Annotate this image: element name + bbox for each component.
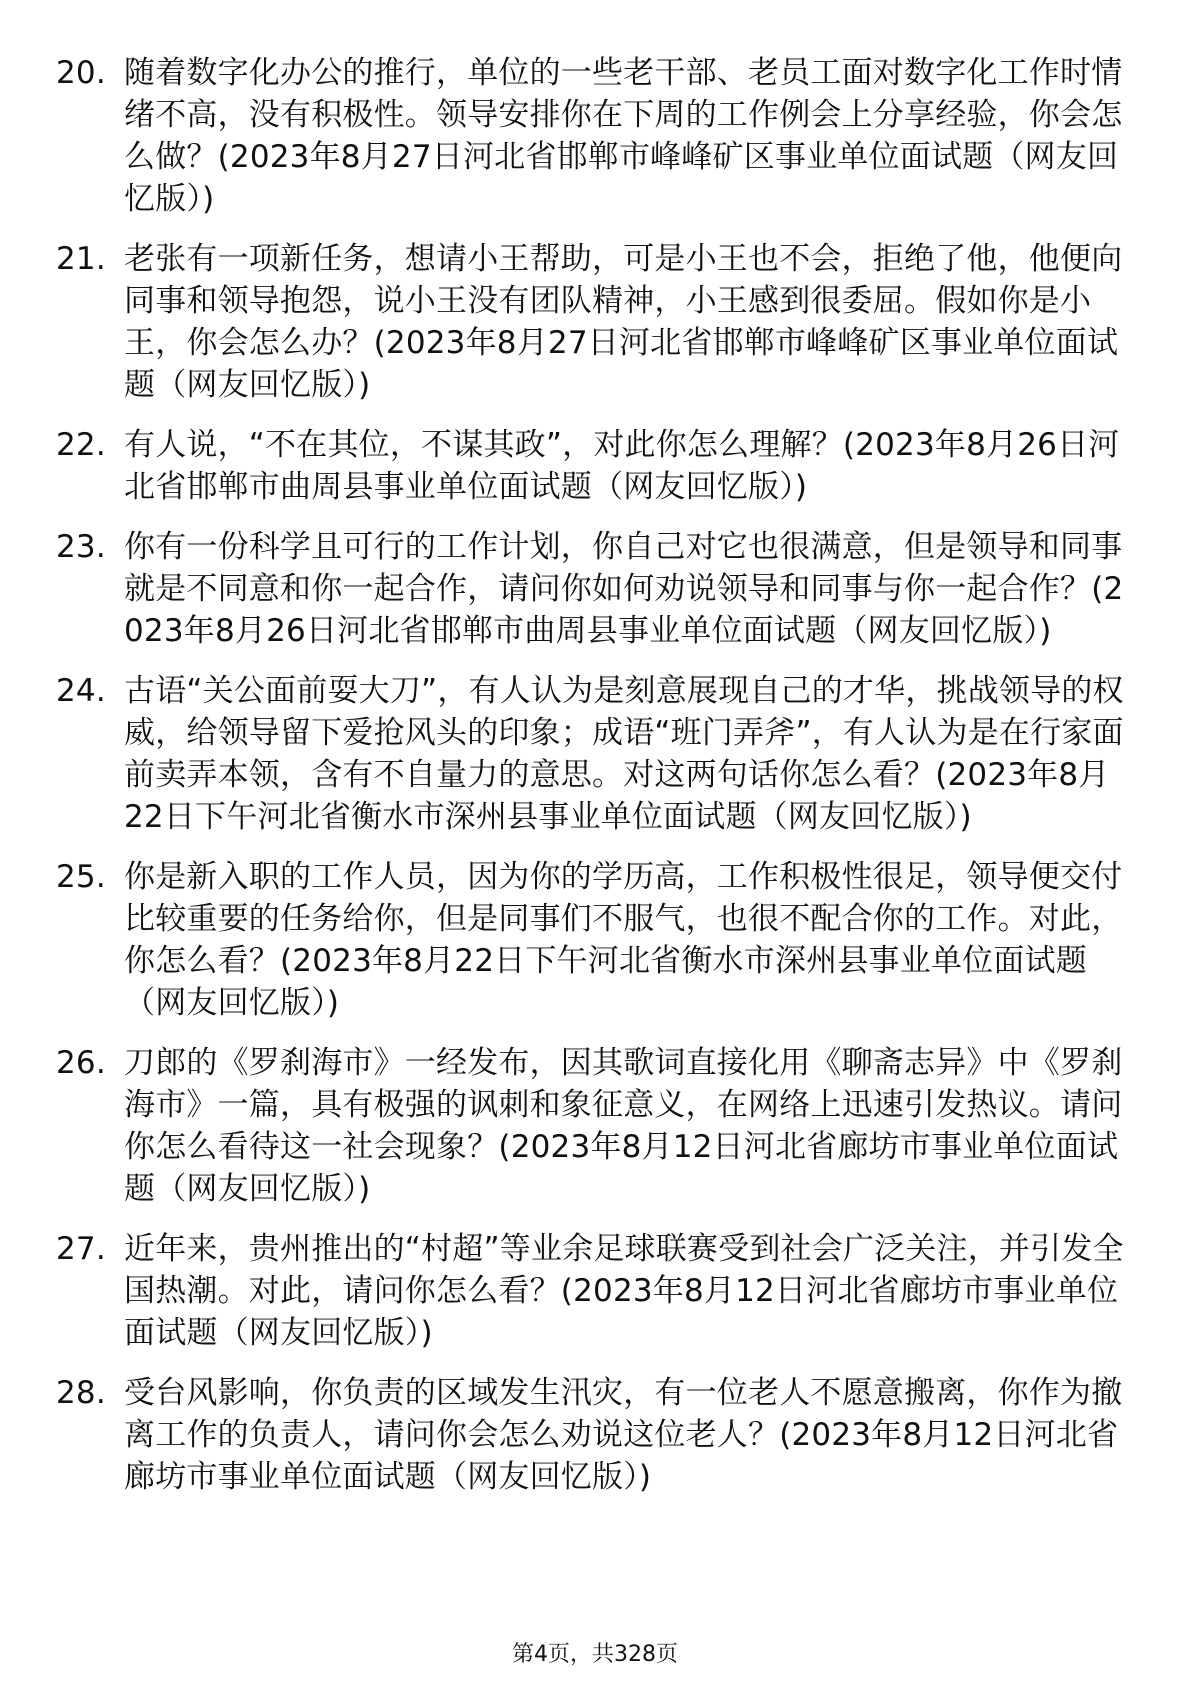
question-item	[56, 424, 1126, 508]
question-text: 你是新入职的工作人员，因为你的学历高，工作积极性很足，领导便交付比较重要的任务给你，但是同事们不服气，也很不配合你的工作。对此，你怎么看？(2023年8月22日下午河北省衡水市深州县事业单位面试题（网友回忆版）)	[124, 859, 1123, 1021]
question-text: 近年来，贵州推出的“村超”等业余足球联赛受到社会广泛关注，并引发全国热潮。对此，请问你怎么看？(2023年8月12日河北省廊坊市事业单位面试题（网友回忆版）)	[124, 1231, 1124, 1351]
question-list	[56, 52, 1126, 1516]
question-item	[56, 1042, 1126, 1210]
page-footer	[0, 1641, 1190, 1669]
question-text: 随着数字化办公的推行，单位的一些老干部、老员工面对数字化工作时情绪不高，没有积极性。领导安排你在下周的工作例会上分享经验，你会怎么做？(2023年8月27日河北省邯郸市峰峰矿区事业单位面试题（网友回忆版）)	[124, 55, 1123, 217]
question-text: 古语“关公面前耍大刀”，有人认为是刻意展现自己的才华，挑战领导的权威，给领导留下爱抢风头的印象；成语“班门弄斧”，有人认为是在行家面前卖弄本领，含有不自量力的意思。对这两句话你怎么看？(2023年8月22日下午河北省衡水市深州县事业单位面试题（网友回忆版）)	[124, 673, 1124, 835]
question-number: 23.	[56, 529, 106, 565]
question-text: 你有一份科学且可行的工作计划，你自己对它也很满意，但是领导和同事就是不同意和你一起合作，请问你如何劝说领导和同事与你一起合作？(2023年8月26日河北省邯郸市曲周县事业单位面试题（网友回忆版）)	[124, 529, 1124, 649]
question-item	[56, 52, 1126, 220]
question-text: 老张有一项新任务，想请小王帮助，可是小王也不会，拒绝了他，他便向同事和领导抱怨，说小王没有团队精神，小王感到很委屈。假如你是小王，你会怎么办？(2023年8月27日河北省邯郸市峰峰矿区事业单位面试题（网友回忆版）)	[124, 241, 1123, 403]
question-item	[56, 670, 1126, 838]
question-number: 24.	[56, 673, 106, 709]
question-number: 25.	[56, 859, 106, 895]
question-item	[56, 526, 1126, 652]
question-item	[56, 1228, 1126, 1354]
question-number: 20.	[56, 55, 106, 91]
question-number: 21.	[56, 241, 106, 277]
question-number: 22.	[56, 427, 106, 463]
question-text: 刀郎的《罗刹海市》一经发布，因其歌词直接化用《聊斋志异》中《罗刹海市》一篇，具有极强的讽刺和象征意义，在网络上迅速引发热议。请问你怎么看待这一社会现象？(2023年8月12日河北省廊坊市事业单位面试题（网友回忆版）)	[124, 1045, 1123, 1207]
question-item	[56, 238, 1126, 406]
question-item	[56, 856, 1126, 1024]
question-number: 26.	[56, 1045, 106, 1081]
question-item	[56, 1372, 1126, 1498]
question-text: 有人说，“不在其位，不谋其政”，对此你怎么理解？(2023年8月26日河北省邯郸市曲周县事业单位面试题（网友回忆版）)	[124, 427, 1120, 505]
question-number: 27.	[56, 1231, 106, 1267]
question-number: 28.	[56, 1375, 106, 1411]
page-number-label: 第4页，共328页	[512, 1642, 678, 1667]
question-text: 受台风影响，你负责的区域发生汛灾，有一位老人不愿意搬离，你作为撤离工作的负责人，请问你会怎么劝说这位老人？(2023年8月12日河北省廊坊市事业单位面试题（网友回忆版）)	[124, 1375, 1123, 1495]
